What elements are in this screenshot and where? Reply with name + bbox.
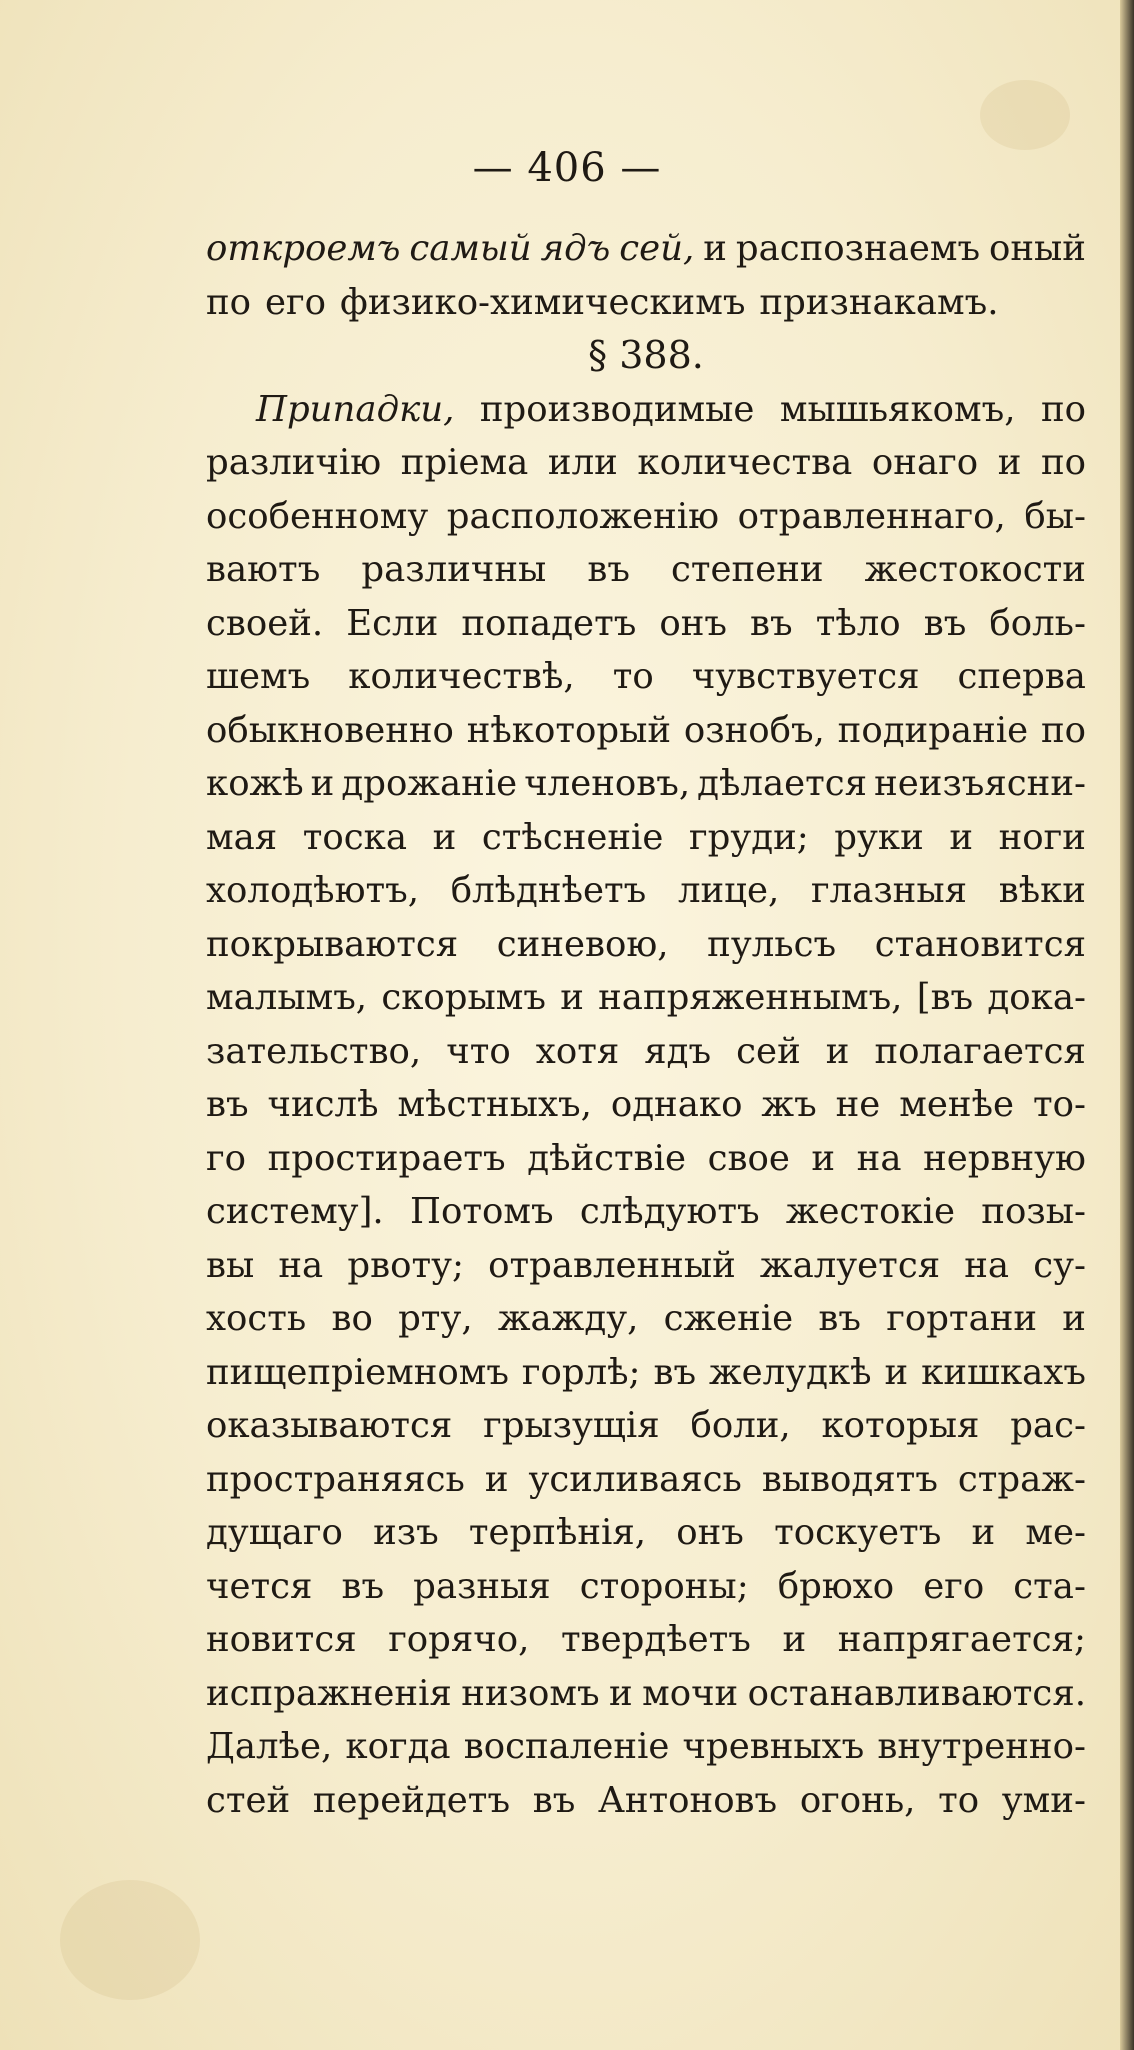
word: ме-: [1025, 1512, 1086, 1553]
word: и: [484, 1458, 509, 1500]
word: во: [331, 1298, 373, 1339]
word: мышьякомъ,: [779, 388, 1016, 430]
word: онаго: [871, 442, 979, 483]
word: на: [278, 1244, 324, 1286]
word: оный: [989, 228, 1086, 269]
text-line: [206, 1185, 1086, 1239]
word: ядъ: [540, 228, 611, 269]
word: расположенію: [446, 495, 720, 537]
word: онъ: [676, 1512, 744, 1553]
text-line: [206, 383, 1086, 437]
word: пищепріемномъ: [206, 1351, 509, 1393]
word: сперва: [957, 656, 1086, 697]
word: нѣкоторый: [466, 709, 672, 751]
text-line: [206, 1346, 1086, 1400]
word: Потомъ: [410, 1191, 554, 1232]
word: кожѣ: [206, 763, 304, 804]
page-edge: [1120, 0, 1134, 2050]
word: груди;: [689, 816, 809, 858]
word: и: [1062, 1298, 1086, 1339]
text-line: [206, 1613, 1086, 1667]
word: блѣднѣетъ: [450, 870, 647, 911]
word: сженіе: [663, 1298, 794, 1339]
text-line: [206, 276, 1086, 330]
word: желудкѣ: [709, 1351, 872, 1393]
word: чувствуется: [691, 656, 920, 697]
word: по: [1040, 709, 1086, 751]
word: количества: [637, 442, 853, 483]
word: самый: [409, 228, 532, 269]
word: су-: [1033, 1244, 1086, 1286]
word: ядъ: [644, 1030, 712, 1072]
word: и: [884, 1351, 909, 1393]
word: когда: [345, 1726, 451, 1767]
word: жестокости: [864, 549, 1086, 590]
word: на: [856, 1137, 902, 1179]
word: Если: [346, 602, 439, 644]
word: выводятъ: [761, 1458, 938, 1500]
word: ноги: [998, 816, 1086, 858]
word: различію: [206, 442, 382, 483]
paper-stain: [980, 80, 1070, 150]
word: сей: [736, 1030, 801, 1072]
word: что: [446, 1030, 511, 1072]
word: рту,: [398, 1298, 473, 1339]
word: руки: [834, 816, 924, 858]
word: напряженнымъ,: [598, 977, 903, 1018]
word: его: [923, 1565, 985, 1607]
word: перейдетъ: [312, 1779, 511, 1821]
word: горячо,: [388, 1619, 530, 1660]
word: боли,: [690, 1405, 791, 1446]
text-line: [206, 1399, 1086, 1453]
text-line: [206, 757, 1086, 811]
word: чется: [206, 1565, 313, 1607]
word: въ: [532, 1779, 576, 1821]
text-line: [206, 971, 1086, 1025]
word: терпѣнія,: [468, 1512, 647, 1553]
word: систему].: [206, 1191, 384, 1232]
text-line: [206, 543, 1086, 597]
word: отравленный: [488, 1244, 736, 1286]
word: и: [971, 1512, 996, 1553]
word: и: [608, 1672, 633, 1714]
word: жестокіе: [785, 1191, 955, 1232]
word: вы: [206, 1244, 255, 1286]
word: степени: [671, 549, 824, 590]
word: и: [949, 816, 974, 858]
word: стѣсненіе: [481, 816, 664, 858]
word: подираніе: [837, 709, 1029, 751]
word: внутренно-: [877, 1726, 1086, 1767]
text-line: [206, 918, 1086, 972]
text-line: [206, 704, 1086, 758]
word: Далѣе,: [206, 1726, 333, 1767]
text-line: [206, 1025, 1086, 1079]
word: онъ: [659, 602, 727, 644]
text-line: [206, 1720, 1086, 1774]
word: разныя: [413, 1565, 551, 1607]
word: брюхо: [777, 1565, 895, 1607]
word: становится: [874, 923, 1086, 965]
word: полагается: [874, 1030, 1086, 1072]
word: тоскуетъ: [774, 1512, 942, 1553]
word: твердѣетъ: [561, 1619, 751, 1660]
text-line: [206, 650, 1086, 704]
word: въ: [653, 1351, 697, 1393]
word: оказываются: [206, 1405, 453, 1446]
word: усиливаясь: [528, 1458, 742, 1500]
word: мая: [206, 816, 278, 858]
word: жъ: [761, 1084, 817, 1125]
word: на: [964, 1244, 1010, 1286]
word: дѣйствіе: [527, 1137, 687, 1179]
word: и: [310, 763, 335, 804]
word: ознобъ,: [683, 709, 825, 751]
word: дрожаніе: [341, 763, 518, 804]
word: останавливаются.: [747, 1672, 1086, 1714]
word: нервную: [923, 1137, 1086, 1179]
word: особенному: [206, 495, 429, 537]
word: простираетъ: [267, 1137, 506, 1179]
word: то: [612, 656, 654, 697]
word: и: [811, 1137, 836, 1179]
word: позы-: [981, 1191, 1086, 1232]
word: по: [206, 281, 252, 323]
word: свое: [707, 1137, 790, 1179]
word: то: [938, 1779, 980, 1821]
text-line: [206, 1132, 1086, 1186]
word: рвоту;: [347, 1244, 464, 1286]
word: и: [782, 1619, 807, 1660]
word: по: [1040, 442, 1086, 483]
word: не: [835, 1084, 881, 1125]
word: рас-: [1010, 1405, 1086, 1446]
word: мѣстныхъ,: [397, 1084, 592, 1125]
word: низомъ: [461, 1672, 600, 1714]
text-line: [206, 1292, 1086, 1346]
word: или: [547, 442, 618, 483]
word: слѣдуютъ: [579, 1191, 760, 1232]
word: го: [206, 1137, 246, 1179]
word: пульсъ: [707, 923, 837, 965]
word: бы-: [1024, 495, 1086, 537]
section-heading: § 388.: [588, 333, 704, 377]
word: признакамъ.: [759, 281, 999, 323]
word: физико-химическимъ: [340, 281, 746, 323]
word: холодѣютъ,: [206, 870, 419, 911]
word: и: [997, 442, 1022, 483]
word: шемъ: [206, 656, 311, 697]
word: Припадки,: [256, 388, 455, 430]
text-line: [206, 811, 1086, 865]
word: производимые: [479, 388, 755, 430]
word: гортани: [886, 1298, 1038, 1339]
word: жажду,: [497, 1298, 639, 1339]
text-line: [206, 1078, 1086, 1132]
word: количествѣ,: [348, 656, 575, 697]
text-line: [206, 1453, 1086, 1507]
word: глазныя: [811, 870, 967, 911]
word: дѣлается: [697, 763, 868, 804]
word: грызущія: [483, 1405, 660, 1446]
word: новится: [206, 1619, 357, 1660]
word: въ: [750, 602, 793, 644]
word: уми-: [1001, 1779, 1086, 1821]
text-line: [206, 490, 1086, 544]
word: попадетъ: [461, 602, 637, 644]
word: по: [1040, 388, 1086, 430]
text-line: [206, 436, 1086, 490]
text-line: [206, 864, 1086, 918]
word: то-: [1032, 1084, 1086, 1125]
text-block: [206, 222, 1086, 1827]
word: пріема: [400, 442, 529, 483]
word: и: [703, 228, 727, 269]
word: тѣло: [815, 602, 901, 644]
text-line: [206, 597, 1086, 651]
text-line: [206, 1774, 1086, 1828]
word: отравленнаго,: [737, 495, 1006, 537]
word: тоска: [302, 816, 408, 858]
word: сей,: [619, 228, 695, 269]
word: чревныхъ: [682, 1726, 865, 1767]
word: членовъ,: [524, 763, 691, 804]
word: въ: [206, 1084, 249, 1125]
word: его: [265, 281, 327, 323]
word: боль-: [989, 602, 1086, 644]
word: огонь,: [799, 1779, 916, 1821]
word: которыя: [821, 1405, 980, 1446]
word: воспаленіе: [463, 1726, 670, 1767]
word: въ: [923, 602, 967, 644]
word: малымъ,: [206, 977, 368, 1018]
word: стей: [206, 1779, 291, 1821]
word: въ: [818, 1298, 861, 1339]
word: своей.: [206, 602, 324, 644]
word: хотя: [535, 1030, 620, 1072]
word: откроемъ: [206, 228, 401, 269]
word: неизъясни-: [874, 763, 1086, 804]
word: и: [825, 1030, 850, 1072]
word: скорымъ: [381, 977, 546, 1018]
word: покрываются: [206, 923, 459, 965]
word: жалуется: [759, 1244, 941, 1286]
word: въ: [587, 549, 630, 590]
word: зательство,: [206, 1030, 422, 1072]
word: распознаемъ: [735, 228, 981, 269]
word: напрягается;: [837, 1619, 1086, 1660]
word: менѣе: [899, 1084, 1014, 1125]
word: различны: [361, 549, 547, 590]
word: и: [560, 977, 584, 1018]
text-line: [206, 1667, 1086, 1721]
text-line: [206, 222, 1086, 276]
page-number: — 406 —: [472, 145, 662, 191]
text-line: [206, 1560, 1086, 1614]
word: ста-: [1013, 1565, 1086, 1607]
word: синевою,: [496, 923, 669, 965]
word: Антоновъ: [597, 1779, 778, 1821]
word: и: [432, 816, 457, 858]
word: мочи: [642, 1672, 739, 1714]
word: въ: [341, 1565, 385, 1607]
word: однако: [610, 1084, 743, 1125]
word: ваютъ: [206, 549, 321, 590]
word: страж-: [957, 1458, 1086, 1500]
word: стороны;: [579, 1565, 749, 1607]
word: дущаго: [206, 1512, 343, 1553]
word: лице,: [677, 870, 780, 911]
word: обыкновенно: [206, 709, 454, 751]
word: хость: [206, 1298, 307, 1339]
text-line: [206, 1506, 1086, 1560]
word: пространяясь: [206, 1458, 465, 1500]
text-line: [206, 1239, 1086, 1293]
word: [въ: [916, 977, 974, 1018]
paper-stain: [60, 1880, 200, 2000]
word: числѣ: [267, 1084, 379, 1125]
word: горлѣ;: [521, 1351, 641, 1393]
word: дока-: [987, 977, 1086, 1018]
word: изъ: [373, 1512, 439, 1553]
word: кишкахъ: [921, 1351, 1086, 1393]
word: испражненія: [206, 1672, 452, 1714]
word: вѣки: [998, 870, 1086, 911]
